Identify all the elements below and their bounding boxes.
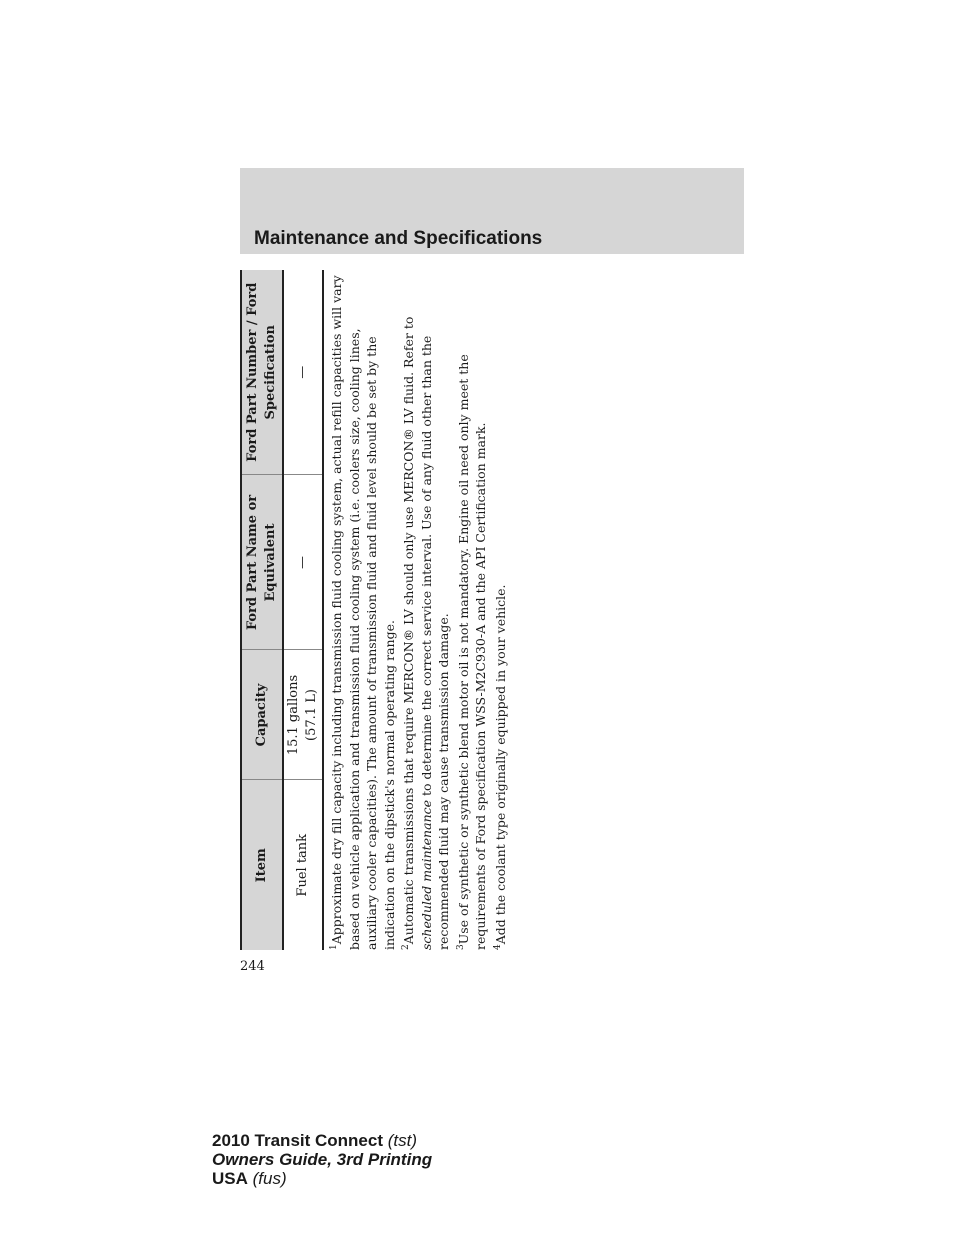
footer-market: USA <box>212 1169 248 1188</box>
footer-market-code: (fus) <box>252 1169 287 1188</box>
footer-line-guide <box>212 1150 432 1169</box>
footnotes <box>328 270 509 950</box>
footnote-4 <box>492 270 510 950</box>
rotated-specifications-block <box>240 270 520 950</box>
footnote-4-text: Add the coolant type originally equipped in your vehicle. <box>492 584 508 945</box>
footnote-2-scheduled-maintenance: scheduled maintenance <box>418 799 434 950</box>
footer-guide: Owners Guide, 3rd Printing <box>212 1150 433 1169</box>
section-header-band <box>240 168 744 254</box>
footer-model: 2010 Transit Connect <box>212 1131 384 1150</box>
footer-model-code: (tst) <box>387 1131 418 1150</box>
footnote-2-text-before: Automatic transmissions that require MERCON® LV should only use MERCON® LV fluid. Refer to <box>401 316 416 945</box>
fuel-capacity-table <box>240 270 324 950</box>
page-number: 244 <box>240 959 265 974</box>
footnote-3 <box>455 270 490 950</box>
cell-part-number: — <box>283 270 323 475</box>
footnote-1 <box>328 270 398 950</box>
column-header-part-number: Ford Part Number / Ford Specification <box>241 270 283 475</box>
cell-part-name: — <box>283 475 323 650</box>
table-header-row <box>241 270 283 950</box>
footnote-3-text: Use of synthetic or synthetic blend motor oil is not mandatory. Engine oil need only meet the requirements of Ford specification WSS-M2C930-A and the API Certification mark. <box>455 354 488 950</box>
footnote-2 <box>400 270 453 950</box>
table-row <box>283 270 323 950</box>
footnote-2-text-after: to determine the correct service interval. Use of any fluid other than the recommended fluid may cause transmission damage. <box>418 335 451 950</box>
footnote-2-mark: 2 <box>400 944 411 950</box>
footer-line-model <box>212 1131 432 1150</box>
cell-capacity: 15.1 gallons (57.1 L) <box>283 650 323 780</box>
section-title: Maintenance and Specifications <box>254 228 543 249</box>
footer-line-market <box>212 1169 432 1188</box>
footnote-3-mark: 3 <box>455 944 466 950</box>
footnote-4-mark: 4 <box>492 944 503 950</box>
column-header-part-name: Ford Part Name or Equivalent <box>241 475 283 650</box>
column-header-capacity: Capacity <box>241 650 283 780</box>
footnote-1-mark: 1 <box>328 944 339 950</box>
cell-item: Fuel tank <box>283 780 323 950</box>
column-header-item: Item <box>241 780 283 950</box>
footnote-1-text: Approximate dry fill capacity including transmission fluid cooling system, actual refill capacities will vary based on vehicle application and transmission fluid cooling system (i.e. coolers size, cooling lines, auxiliary cooler capacities). The amount of transmission fluid and fluid level should be set by the indication on the dipstick's normal operating range. <box>329 275 397 950</box>
document-footer <box>212 1131 432 1188</box>
